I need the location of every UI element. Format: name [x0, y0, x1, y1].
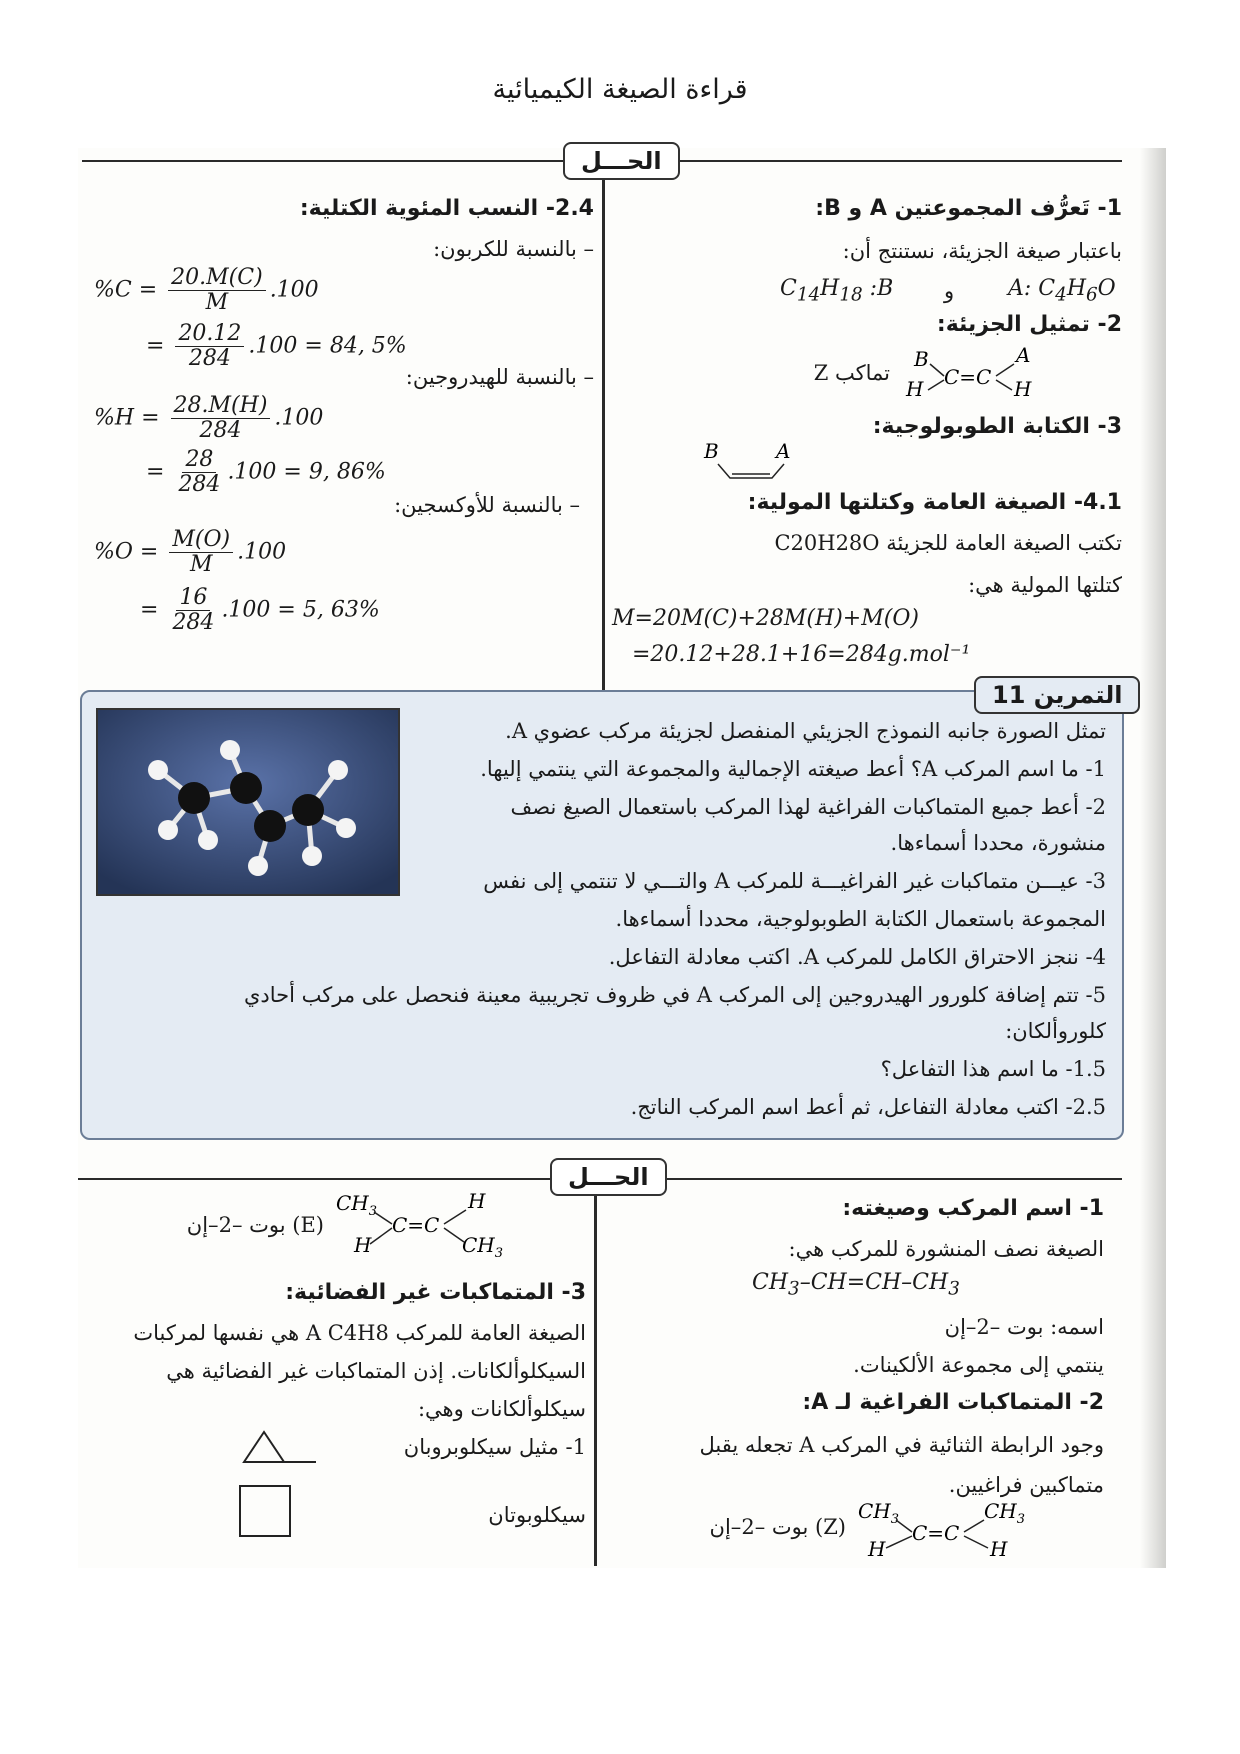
text-double-bond: وجود الرابطة الثنائية في المركب A تجعله يقبل: [699, 1433, 1104, 1457]
column-divider: [602, 180, 605, 690]
atom-h2: H: [1014, 377, 1032, 401]
text-compound-name: اسمه: بوت –2–إن: [944, 1315, 1104, 1339]
structure-z-but-2-ene: [856, 1496, 1036, 1562]
equation-percent-hydrogen-value: = $\frac{28}{284}$ .100 = 9, 86%: [146, 447, 386, 497]
structure-z-isomer-ab: [900, 342, 1050, 402]
svg-text:H: H: [354, 1233, 372, 1257]
exercise-line-3: 2- أعط جميع المتماكبات الفراغية لهذا المركب باستعمال الصيغ نصف: [510, 795, 1106, 819]
exercise-line-2: 1- ما اسم المركب A؟ أعط صيغته الإجمالية والمجموعة التي ينتمي إليها.: [480, 757, 1106, 781]
text-general-formula: تكتب الصيغة العامة للجزيئة C20H28O: [774, 531, 1122, 555]
exercise-line-8: 5- تتم إضافة كلورور الهيدروجين إلى المركب A في ظروف تجريبية معينة فنحصل على مركب أحادي: [243, 983, 1106, 1007]
heading-representation: 2- تمثيل الجزيئة:: [936, 312, 1122, 337]
equation-percent-carbon-value: = $\frac{20.12}{284}$ .100 = 84, 5%: [146, 321, 407, 371]
equation-percent-carbon: %C = $\frac{20.M(C)}{M}$ .100: [94, 265, 319, 315]
solution-badge: الحـــل: [563, 142, 680, 180]
heading-compound-name: 1- اسم المركب وصيغته:: [842, 1196, 1104, 1221]
exercise-badge: التمرين 11: [974, 676, 1140, 714]
exercise-line-6: المجموعة باستعمال الكتابة الطوبولوجية، محددا أسماءها.: [615, 907, 1106, 931]
svg-text:C=C: C=C: [912, 1521, 960, 1545]
text-carbon: – بالنسبة للكربون:: [433, 237, 594, 261]
svg-text:H: H: [990, 1537, 1008, 1561]
svg-text:CH3: $CH_3$: [984, 1499, 1026, 1527]
label-e-but-2-ene: (E) بوت –2–إن: [186, 1213, 324, 1237]
c-equals-c: C=C: [944, 365, 992, 389]
text-oxygen: – بالنسبة للأوكسجين:: [394, 493, 580, 517]
methylcyclopropane-structure-icon: [240, 1426, 320, 1470]
text-cycloalkanes-3: سيكلوألكانات وهي:: [417, 1397, 586, 1421]
equation-percent-hydrogen: %H = $\frac{28.M(H)}{284}$ .100: [94, 393, 324, 443]
formula-b: $C_{14}H_{18}$ :B: [780, 276, 894, 306]
equation-percent-oxygen-value: = $\frac{16}{284}$ .100 = 5, 63%: [140, 585, 380, 635]
heading-mass-percent: 2.4- النسب المئوية الكتلية:: [299, 196, 594, 221]
atom-h: H: [906, 377, 924, 401]
solution2-badge: الحـــل: [550, 1158, 667, 1196]
topological-structure: [700, 440, 810, 484]
atom-b: B: [914, 347, 929, 371]
structure-e-but-2-ene: [334, 1186, 514, 1266]
atom-a: A: [1016, 343, 1031, 367]
heading-identify-groups: 1- تَعرُّف المجموعتين A و B:: [815, 196, 1122, 221]
exercise-line-10: 1.5- ما اسم هذا التفاعل؟: [880, 1057, 1106, 1081]
text-deduce: باعتبار صيغة الجزيئة، نستنتج أن:: [842, 239, 1122, 263]
svg-text:CH3: $CH_3$: [336, 1191, 378, 1219]
text-molar-mass: كتلتها المولية هي:: [968, 573, 1122, 597]
equation-molar-mass: M=20M(C)+28M(H)+M(O): [612, 606, 919, 631]
heading-structural-isomers: 3- المتماكبات غير الفضائية:: [285, 1280, 586, 1305]
column-divider-2: [594, 1196, 597, 1566]
text-cycloalkanes-2: السيكلوألكانات. إذن المتماكبات غير الفضائية هي: [166, 1359, 586, 1383]
svg-text:H: H: [468, 1189, 486, 1213]
text-hydrogen: – بالنسبة للهيدروجين:: [405, 365, 594, 389]
text-methylcyclopropane: 1- مثيل سيكلوبروبان: [403, 1435, 586, 1459]
page-title: قراءة الصيغة الكيميائية: [492, 74, 748, 105]
equation-molar-mass-value: =20.12+28.1+16=284g.mol⁻¹: [632, 642, 971, 667]
svg-text:CH3: $CH_3$: [462, 1233, 504, 1261]
heading-stereoisomers: 2- المتماكبات الفراغية لـ A:: [802, 1390, 1104, 1415]
text-two-stereoisomers: متماكبين فراغيين.: [948, 1473, 1104, 1497]
exercise-line-9: كلوروألكان:: [1005, 1019, 1106, 1043]
page-shadow-edge: [1140, 148, 1166, 1568]
formula-but-2-ene: $CH_3-CH=CH-CH_3$: [752, 1270, 960, 1300]
heading-general-formula: 4.1- الصيغة العامة وكتلتها المولية:: [747, 490, 1122, 515]
exercise-line-11: 2.5- اكتب معادلة التفاعل، ثم أعط اسم المركب الناتج.: [630, 1095, 1106, 1119]
svg-text:CH3: $CH_3$: [858, 1499, 900, 1527]
label-z-isomer: تماكب Z: [813, 361, 890, 385]
svg-text:H: H: [868, 1537, 886, 1561]
label-z-but-2-ene: (Z) بوت –2–إن: [709, 1515, 846, 1539]
svg-text:A: A: [776, 440, 791, 463]
svg-text:B: B: [704, 440, 719, 463]
exercise-line-7: 4- ننجز الاحتراق الكامل للمركب A. اكتب معادلة التفاعل.: [608, 945, 1106, 969]
svg-text:C=C: C=C: [392, 1213, 440, 1237]
text-cycloalkanes-1: الصيغة العامة للمركب A C4H8 هي نفسها لمركبات: [133, 1321, 586, 1345]
equation-percent-oxygen: %O = $\frac{M(O)}{M}$ .100: [94, 527, 287, 577]
exercise-line-5: 3- عيـــن متماكبات غير الفراغيـــة للمركب A والتـــي لا تنتمي إلى نفس: [483, 869, 1106, 893]
text-and: و: [944, 279, 955, 303]
text-cyclobutane: سيكلوبوتان: [488, 1503, 586, 1527]
text-alkene-group: ينتمي إلى مجموعة الألكينات.: [853, 1353, 1104, 1377]
exercise-line-4: منشورة، محددا أسماءها.: [890, 831, 1106, 855]
formula-a: A: $C_4H_6O$: [1008, 276, 1116, 306]
text-semi-developed: الصيغة نصف المنشورة للمركب هي:: [788, 1237, 1104, 1261]
exercise-line-1: تمثل الصورة جانبه النموذج الجزيئي المنفصل لجزيئة مركب عضوي A.: [505, 719, 1106, 743]
cyclobutane-structure-icon: [236, 1482, 296, 1542]
heading-topological: 3- الكتابة الطوبولوجية:: [872, 414, 1122, 439]
